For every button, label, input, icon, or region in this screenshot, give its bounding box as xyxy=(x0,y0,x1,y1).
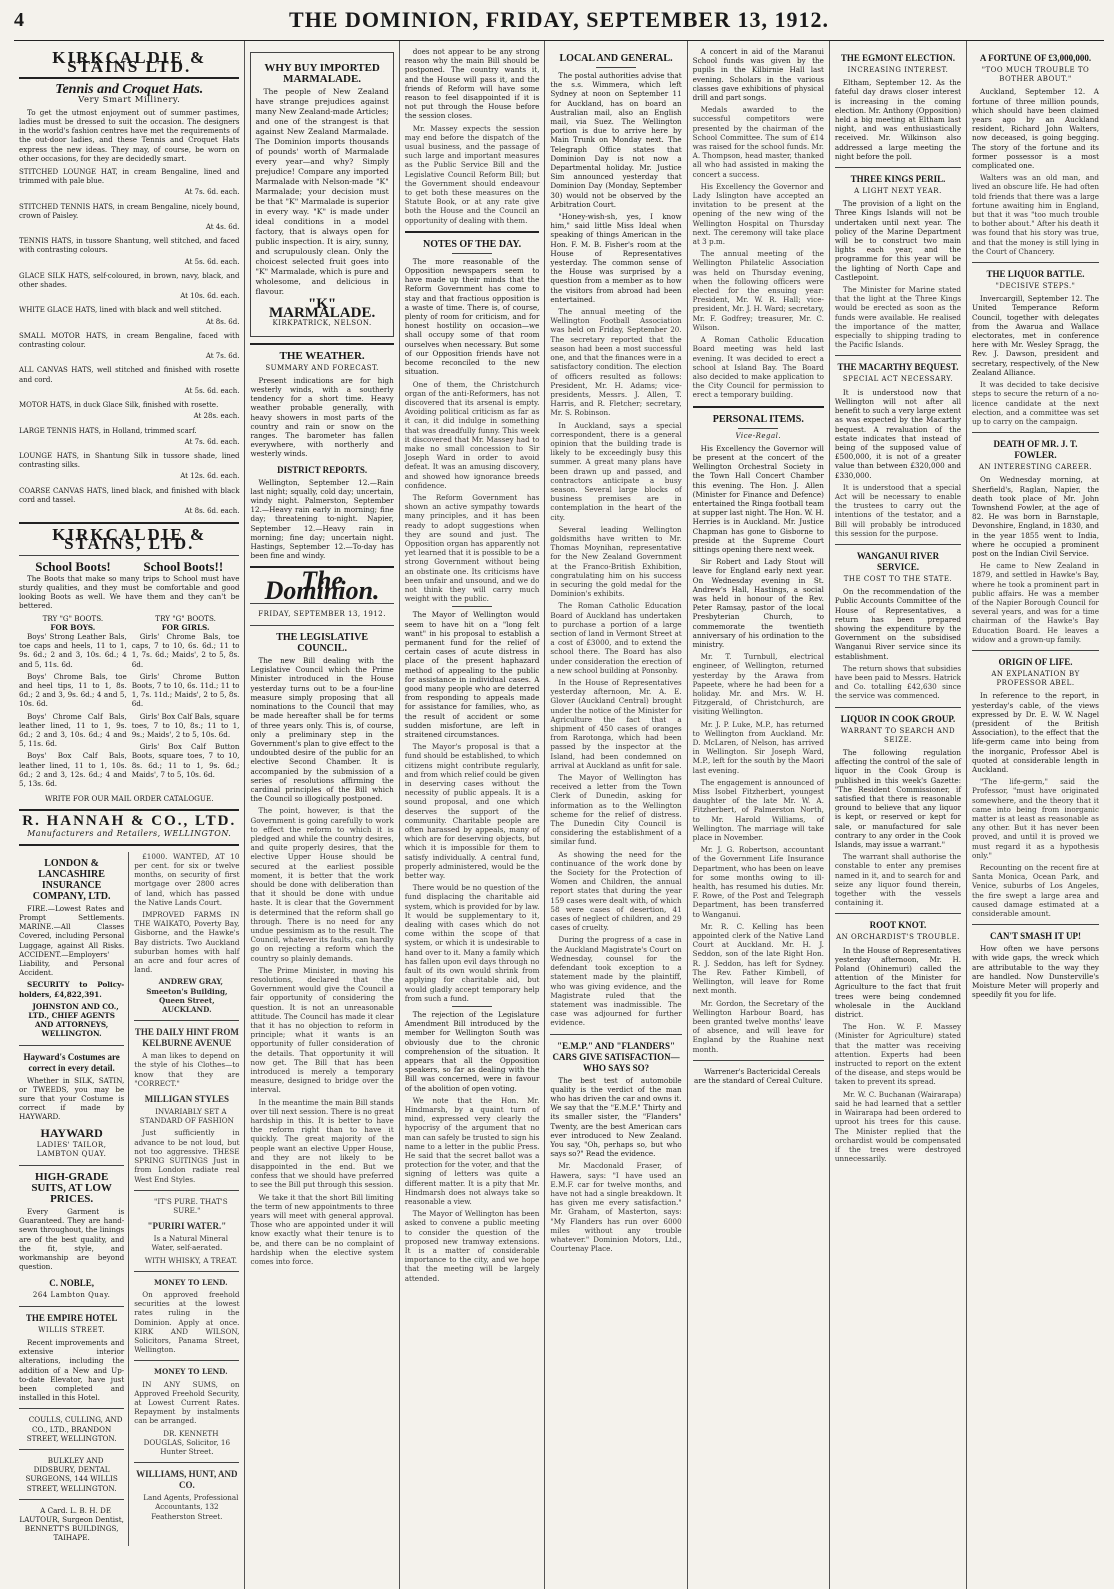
lower-ads: LONDON & LANCASHIRE INSURANCE COMPANY, LTD. FIRE.—Lowest Rates and Prompt Settlements. MARINE.—All Classes Covered, including Personal Luggage, against All Risks. ACCIDENT.—Employers' Liability, and Personal Accident. SECURITY to Policy-holders, £4,822,391. JOHNSTON AND CO., LTD., CHIEF AGENTS AND ATTORNEYS, WELLINGTON. Hayward's Costumes are correct in every detail. Whether in SILK, SATIN, or TWEEDS, you may be sure that your Costume is correct if made by HAYWARD. HAYWARD LADIES' TAILOR, LAMBTON QUAY. HIGH-GRADE SUITS, AT LOW PRICES. Every Garment is Guaranteed. They are hand-sewn throughout, the linings are of the best quality, and the fit, style, and workmanship are beyond question. C. NOBLE, 264 Lambton Quay. THE EMPIRE HOTEL WILLIS STREET. Recent improvements and extensive interior alterations, including the addition of a New and Up-to-date Elevator, have just been completed and installed in this Hotel. COULLS, CULLING, AND CO., LTD., BRANDON STREET, WELLINGTON. BULKLEY AND DIDSBURY, DENTAL SURGEONS, 144 WILLIS STREET, WELLINGTON. A Card. L. B. H. DE LAUTOUR, Surgeon Dentist, BENNETT'S BUILDINGS, TAIHAPE. £1000. WANTED, AT 10 per cent. for six or twelve months, on security of first mortgage over 2800 acres of land, which has passed the Native Lands Court. IMPROVED FARMS IN THE WAIKATO, Poverty Bay, Gisborne, and the Hawke's Bay districts. Two Auckland suburban homes with half an acre and four acres of land. ANDREW GRAY, Smeeton's Building, Queen Street, AUCKLAND. THE DAILY HINT FROM KELBURNE AVENUE A man likes to depend on the style of his Clothes—to know that they are "CORRECT." MILLIGAN STYLES INVARIABLY SET A STANDARD OF FASHION Just sufficiently in advance to be not loud, but not too aggressive. THESE SPRING SUITINGS Just in from London radiate real West End Styles. "IT'S PURE. THAT'S SURE." "PURIRI WATER." Is a Natural Mineral Water, self-aerated. WITH WHISKY, A TREAT. MONEY TO LEND. On approved freehold securities at the lowest rates ruling in the Dominion. Apply at once. KIRK AND WILSON, Solicitors, Panama Street, Wellington. MONEY TO LEND. IN ANY SUMS, on Approved Freehold Security, at Lowest Current Rates. Repayment by instalments can be arranged. DR. KENNETH DOUGLAS, Solicitor, 16 Hunter Street. WILLIAMS, HUNT, AND CO. Land Agents, Professional Accountants, 132 Featherston Street. xyxy=(19,852,239,1546)
order-note: WRITE FOR OUR MAIL ORDER CATALOGUE. xyxy=(44,794,214,804)
hat-price: At 28s. each. xyxy=(193,412,240,421)
column-4: LOCAL AND GENERAL. The postal authorities advise that the s.s. Wimmera, which left Sydney at noon on September 11 for Auckland, has on board an Australian mail, also an English mail, via Suez. The Wellington portion is due to arrive here by Main Trunk on Monday next. The Telegraph Office states that Dominion Day is not now a Departmental holiday. Mr. Justice Sim announced yesterday that Dominion Day (Monday, September 30) would not be observed by the Arbitration Court. "Honey-wish-sh, yes, I know him," said little Miss Ideal when speaking of things American in the Hon. F. M. B. Fisher's room at the House of Representatives yesterday. The common sense of the House was surprised by a question from a member as to how the visitors from abroad had been entertained. The annual meeting of the Wellington Football Association was held on Friday, September 20. The secretary reported that the season had been a most successful one, and that the finances were in a satisfactory condition. The election of officers resulted as follows: President, Mr. H. Adams; vice-presidents, Messrs. J. Allen, T. Harris, and R. Fletcher; secretary, Mr. S. Robinson. In Auckland, says a special correspondent, there is a general opinion that the building trade is likely to be exceedingly busy this summer. A great many plans have been drawn up and passed, and contractors anticipate a busy season. Several large blocks of business premises are in contemplation in the heart of the city. Several leading Wellington goldsmiths have written to Mr. Thomas Moynihan, representative for the New Zealand Government at the Franco-British Exhibition, congratulating him on his success in securing the gold medal for the Dominion's exhibits. The Roman Catholic Education Board of Auckland has undertaken to purchase a portion of a large section of land in Vermont Street at a cost of £3000, and to extend the school there. The Board has also under consideration the erection of a new school building at Ponsonby. In the House of Representatives yesterday afternoon, Mr. A. E. Glover (Auckland Central) brought under the notice of the Minister for Agriculture the fact that a shipment of 450 cases of oranges from Rarotonga, which had been passed by the inspector at the Island, had been condemned on arrival at Auckland as unfit for sale. The Mayor of Wellington has received a letter from the Town Clerk of Dunedin, asking for information as to the Wellington scheme for the relief of distress. The Dunedin City Council is considering the establishment of a similar fund. As showing the need for the continuance of the work done by the Society for the Protection of Women and Children, the annual report states that during the year 159 cases were dealt with, of which 58 were cases of desertion, 41 cases of neglect of children, and 29 cases of cruelty. During the progress of a case in the Auckland Magistrate's Court on Wednesday, counsel for the defendant took exception to a statement made by the plaintiff, who was giving evidence, and the Magistrate ruled that the statement was inadmissible. The case was adjourned for further evidence. "E.M.P." AND "FLANDERS" CARS GIVE SATISFACTION—WHO SAYS SO? The best test of automobile quality is the verdict of the man who has driven the car and owns it. We say that the "E.M.F." Thirty and its smaller sister, the "Flanders" Twenty, are the best American cars ever introduced to New Zealand. You say, "Oh, perhaps so, but who says so?" Read the evidence. Mr. Macdonald Fraser, of Hawera, says: "I have used an E.M.F. car for twelve months, and have not had a single breakdown. It has given me every satisfaction." Mr. Graham, of Masterton, says: "My Flanders has run over 6000 miles without any trouble whatever." Dominion Motors, Ltd., Courtenay Place. xyxy=(545,41,687,1589)
column-5: A concert in aid of the Maranui School funds was given by the pupils in the Kilbirnie Hall last evening. Scholars in the various classes gave exhibitions of physical drill and part songs. Medals awarded to the successful competitors were presented by the chairman of the School Committee. The sum of £14 was raised for the school funds. Mr. A. Thompson, head master, thanked all who had assisted in making the concert a success. His Excellency the Governor and Lady Islington have accepted an invitation to be present at the opening of the new wing of the Wellington Hospital on Thursday next. The ceremony will take place at 3 p.m. The annual meeting of the Wellington Philatelic Association was held on Thursday evening, when the following officers were elected for the ensuing year: President, Mr. W. R. Hall; vice-president, Mr. J. H. Ward; secretary, Mr. F. Godfrey; treasurer, Mr. C. Wilson. A Roman Catholic Education Board meeting was held last evening. It was decided to erect a school at Island Bay. The Board also decided to make application to the City Council for permission to erect a temporary building. PERSONAL ITEMS. Vice-Regal. His Excellency the Governor will be present at the concert of the Wellington Orchestral Society in the Town Hall Concert Chamber this evening. The Hon. J. Allen (Minister for Finance and Defence) entertained the Ringa football team at supper last night. The Hon. W. H. Herries is in Auckland. Mr. Justice Chapman has gone to Gisborne to preside at the Supreme Court sittings opening there next week. Sir Robert and Lady Stout will leave for England early next year. On Wednesday evening in St. Andrew's Hall, Hastings, a social was held in honour of the Rev. Peter Ramsay, pastor of the local Presbyterian Church, to commemorate the twentieth anniversary of his ordination to the ministry. Mr. T. Turnbull, electrical engineer, of Wellington, returned yesterday by the Arawa from Papeete, where he had been for a holiday. Mr. and Mrs. W. H. Fitzgerald, of Christchurch, are visiting Wellington. Mr. J. P. Luke, M.P., has returned to Wellington from Auckland. Mr. D. McLaren, of Nelson, has arrived in Wellington. Sir Joseph Ward, M.P., left for the south by the Maori last evening. The engagement is announced of Miss Isobel Fitzherbert, youngest daughter of the late Mr. W. A. Fitzherbert, of Palmerston North, to Mr. Harold Williams, of Wellington. The marriage will take place in November. Mr. J. G. Robertson, accountant of the Government Life Insurance Department, who has been on leave for some months owing to ill-health, has resumed his duties. Mr. F. Rowe, of the Post and Telegraph Department, has been transferred to Wanganui. Mr. R. C. Kelling has been appointed clerk of the Native Land Court at Auckland. Mr. H. J. Seddon, son of the late Right Hon. R. J. Seddon, has left for Sydney. The Rev. Father Kimbell, of Wellington, will leave for Rome next month. Mr. Gordon, the Secretary of the Wellington Harbour Board, has been granted twelve months' leave of absence, and will leave for England by the Ruahine next month. Warrener's Bactericidal Cereals are the standard of Cereal Culture. xyxy=(688,41,830,1589)
boots-right: School Boots!! xyxy=(143,558,224,574)
boots-heading xyxy=(19,558,239,574)
fortune-sub: "TOO MUCH TROUBLE TO BOTHER ABOUT." xyxy=(981,66,1090,84)
liquor-title: LIQUOR IN COOK GROUP. xyxy=(840,713,956,724)
hayward-body: Whether in SILK, SATIN, or TWEEDS, you may be sure that your Costume is correct if made by HAYWARD. xyxy=(19,1075,125,1122)
fortune-title: A FORTUNE OF £3,000,000. xyxy=(979,53,1092,63)
local-body: The postal authorities advise that the s.s. Wimmera, which left Sydney at noon on September 11 for Auckland, has on board an Australian mail, also an English mail, via Suez. The Wellington portion is due to arrive here by Main Trunk on Monday next. The Telegraph Office states that Dominion Day is not now a Departmental holiday. Mr. Justice Sim announced yesterday that Dominion Day (Monday, September 30) would not be observed by the Arbitration Court. xyxy=(550,71,682,209)
column-advertisements xyxy=(14,41,245,1589)
macarthy-title: THE MACARTHY BEQUEST. xyxy=(837,362,959,373)
council-body: The new Bill dealing with the Legislative Council which the Prime Minister introduced in the House yesterday turns out to be a four-line measure simply proposing that all nominations to the Council that may be made hereafter shall be for terms of three years only. This is, of course, only a preliminary step in the Government's plan to give effect to the undoubted desire of the public for an elective Second Chamber. It is accompanied by the submission of a series of resolutions affirming the cardinal principles of the Bill which the Council so illogically postponed. xyxy=(250,656,394,804)
hat-item: LOUNGE HATS, in Shantung Silk in tussore shade, lined contrasting silks. xyxy=(19,451,240,470)
dental-ad: BULKLEY AND DIDSBURY, DENTAL SURGEONS, 144 WILLIS STREET, WELLINGTON. xyxy=(25,1455,118,1493)
hat-price: At 8s. 6d. each. xyxy=(184,506,240,515)
hat-list xyxy=(19,168,239,516)
warrener-ad: Warrener's Bactericidal Cereals are the standard of Cereal Culture. xyxy=(694,1066,823,1085)
hat-item: TENNIS HATS, in tussore Shantung, well stitched, and faced with contrasting colours. xyxy=(19,237,240,255)
boots-left: School Boots! xyxy=(35,558,111,574)
districts-body: Wellington, September 12.—Rain last night; squally, cold day; uncertain, windy night. Palmerston, September 12.—Heavy rain early in morning; fine day; threatening to-night. Napier, September 12.—Heavy rain in morning; fine day; uncertain night. Hastings, September 12.—To-day has been fine and windy. xyxy=(250,477,394,561)
emp-title: "E.M.P." AND "FLANDERS" CARS GIVE SATISFACTION—WHO SAYS SO? xyxy=(552,1040,680,1073)
columns xyxy=(14,41,1104,1589)
girls-list xyxy=(132,632,240,779)
fowler-body: On Wednesday morning, at Sherfield's, Raglan, Napier, the death took place of Mr. John Townshend Fowler, at the age of 82. He was born in Barnstaple, Devonshire, England, in 1830, and in the year 1855 went to India, where he occupied a prominent post on the Indian Civil Service. xyxy=(972,475,1099,558)
suits-body: Every Garment is Guaranteed. They are hand-sewn throughout, the linings are of the best quality, and the fit, style, and workmanship are beyond question. xyxy=(19,1207,125,1272)
hat-item: WHITE GLACE HATS, lined with black and well stitched. xyxy=(19,306,222,315)
page-number: 4 xyxy=(14,8,24,31)
hat-price: At 7s. 6d. xyxy=(205,352,240,361)
emp-body: The best test of automobile quality is the verdict of the man who has driven the car and owns it. We say that the "E.M.F." Thirty and its smaller sister, the "Flanders" Twenty, are the best American cars ever introduced to New Zealand. You say, "Oh, perhaps so, but who says so?" Read the evidence. xyxy=(550,1075,682,1159)
council-title: THE LEGISLATIVE COUNCIL. xyxy=(276,632,368,655)
girls-item: Girls' Chrome Bals, toe caps, 7 to 10, 6s. 6d.; 11 to 1, 7s. 6d.; Maids', 2 to 5, 8s. 6d. xyxy=(131,631,240,669)
column-6: THE EGMONT ELECTION. INCREASING INTEREST. Eltham, September 12. As the fateful day draws closer interest is increasing in the coming election. Mr. Anthony (Opposition) held a big meeting at Eltham last night, and was enthusiastically received. Mr. Wilkinson also addressed a large meeting the night before the poll. THREE KINGS PERIL. A LIGHT NEXT YEAR. The provision of a light on the Three Kings Islands will not be undertaken until next year. The policy of the Marine Department will be to construct two main lights each year, and the programme for this year will be the lighting of North Cape and Castlepoint. The Minister for Marine stated that the light at the Three Kings would be erected as soon as the funds were available. He realised the importance of the matter, especially to shipping trading to the Pacific Islands. THE MACARTHY BEQUEST. SPECIAL ACT NECESSARY. It is understood now that Wellington will not after all benefit to such a very large extent as was expected by the Macarthy bequest. A revaluation of the estate indicates that instead of being of the supposed value of £500,000, it is not of a greater value than between £320,000 and £330,000. It is understood that a special Act will be necessary to enable the trustees to carry out the intentions of the testator, and a Bill will probably be introduced this session for the purpose. WANGANUI RIVER SERVICE. THE COST TO THE STATE. On the recommendation of the Public Accounts Committee of the House of Representatives, a return has been prepared showing the expenditure by the Government on the subsidised Wanganui River service since its establishment. The return shows that subsidies have been paid to Messrs. Hatrick and Co. totalling £42,630 since the service was commenced. LIQUOR IN COOK GROUP. WARRANT TO SEARCH AND SEIZE. The following regulation affecting the control of the sale of liquor in the Cook Group is published in this week's Gazette: "The Resident Commissioner, if satisfied that there is reasonable ground to believe that any liquor is kept, or reserved or kept for sale, or manufactured for sale contrary to any order in the Cook Islands, may issue a warrant." The warrant shall authorise the constable to enter any premises named in it, and to search for and seize any liquor found therein, together with the vessels containing it. ROOT KNOT. AN ORCHARDIST'S TROUBLE. In the House of Representatives yesterday afternoon, Mr. H. Poland (Ohinemuri) called the attention of the Minister for Agriculture to the fact that fruit trees were being condemned wholesale in the Auckland district. The Hon. W. F. Massey (Minister for Agriculture) stated that the matter was receiving attention. Experts had been instructed to report on the extent of the disease, and steps would be taken to prevent its spread. Mr. W. C. Buchanan (Wairarapa) said he had learned that a settler in Wairarapa had been ordered to uproot his trees for this cause. The Minister replied that the orchardist would be compensated if the trees were destroyed unnecessarily. xyxy=(830,41,967,1589)
noble-addr: 264 Lambton Quay. xyxy=(32,1290,111,1299)
hat-price: At 12s. 6d. each. xyxy=(180,472,240,481)
hayward-name: HAYWARD xyxy=(40,1125,103,1140)
hat-price: At 7s. 6d. each. xyxy=(184,188,240,197)
hat-item: GLACE SILK HATS, self-coloured, in brown, navy, black, and other shades. xyxy=(19,271,240,290)
marmalade-body: The people of New Zealand have strange prejudices against many New Zealand-made Articles; and one of the strangest is that against New Zealand Marmalade. The Dominion imports thousands of pounds' worth of Marmalade every year—and why? Simply prejudice! Compare any imported Marmalade with Nelson-made "K" Marmalade; your decision must be that "K" Marmalade is superior in every way. "K" is made under ideal conditions in a model factory, that is always open for public inspection. It is airy, sunny, and scrupulously clean. Only the choicest selected fruit goes into "K" Marmalade, which is pure and wholesome, and delicious in flavour. xyxy=(255,87,389,296)
hat-price: At 5s. 6d. each. xyxy=(184,386,240,395)
fortune-body: Auckland, September 12. A fortune of three million pounds, which should have been claimed years ago by an Auckland resident, Richard John Walters, now deceased, is going begging. The story of the fortune and its former possessor is a most complicated one. xyxy=(972,87,1099,171)
tennis-sub: Very Smart Millinery. xyxy=(78,94,181,105)
origin-sub: AN EXPLANATION BY PROFESSOR ABEL. xyxy=(991,669,1080,688)
districts-title: DISTRICT REPORTS. xyxy=(277,464,368,475)
hat-item: STITCHED TENNIS HATS, in cream Bengaline, nicely bound, crown of Paisley. xyxy=(19,202,240,220)
girls-item: Girls' Box Calf Button Boots, square toes, 7 to 10, 8s. 6d.; 11 to 1, 9s. 6d.; Maids', 7 to 5, 10s. 6d. xyxy=(131,742,240,779)
ks-title: KIRKCALDIE & STAINS LTD. xyxy=(52,48,207,77)
personal-body: His Excellency the Governor will be present at the concert of the Wellington Orchestral Society in the Town Hall Concert Chamber this evening. The Hon. J. Allen (Minister for Finance and Defence) entertained the Ringa football team at supper last night. The Hon. W. H. Herries is in Auckland. Mr. Justice Chapman has gone to Gisborne to preside at the Supreme Court sittings opening there next week. xyxy=(692,443,824,554)
newspaper-title: THE DOMINION, FRIDAY, SEPTEMBER 13, 1912. xyxy=(289,7,829,32)
wanganui-body: On the recommendation of the Public Accounts Committee of the House of Representatives, a return has been prepared showing the expenditure by the Government on the subsidised Wanganui River service since its establishment. xyxy=(834,587,962,661)
vice-regal: Vice-Regal. xyxy=(735,431,782,440)
masthead xyxy=(14,0,1104,41)
card-ad: A Card. L. B. H. DE LAUTOUR, Surgeon Dentist, BENNETT'S BUILDINGS, TAIHAPE. xyxy=(19,1505,124,1543)
local-body-2: "Honey-wish-sh, yes, I know him," said little Miss Ideal when speaking of things American in the Hon. F. M. B. Fisher's room at the House of Representatives yesterday. The common sense of the House was surprised by a question from a member as to how the visitors from abroad had been entertained. xyxy=(550,212,682,304)
boys-item: Boys' Strong Leather Bals, toe caps and heels, 11 to 1, 9s. 6d.; 2 and 3, 10s. 6d.; 4 and 5, 11s. 6d. xyxy=(19,631,127,669)
hayward-addr: LADIES' TAILOR, LAMBTON QUAY. xyxy=(36,1140,107,1158)
boots-try-2: TRY "G" BOOTS. xyxy=(155,613,216,623)
boots-lists xyxy=(19,614,239,792)
girls-item: Girls' Chrome Button Boots, 7 to 10, 6s. 11d.; 11 to 1, 7s. 11d.; Maids', 2 to 5, 8s. 6d. xyxy=(131,671,240,709)
marmalade-addr: KIRKPATRICK, NELSON. xyxy=(272,319,372,328)
weather-body: Present indications are for high westerly winds, with a southerly tendency for a short time. Heavy weather probable generally, with heavy showers in most parts of the country and rain or snow on the ranges. The barometer has fallen everywhere, with northerly and westerly winds. xyxy=(250,375,394,459)
hat-item: LARGE TENNIS HATS, in Holland, trimmed scarf. xyxy=(19,426,197,435)
insurance-title: LONDON & LANCASHIRE INSURANCE COMPANY, LTD. xyxy=(32,857,111,902)
fowler-title: DEATH OF MR. J. T. FOWLER. xyxy=(993,439,1078,461)
kings-body: The provision of a light on the Three Kings Islands will not be undertaken until next year. The policy of the Marine Department will be to construct two main lights each year, and the programme for this year will be the lighting of North Cape and Castlepoint. xyxy=(834,199,962,282)
boys-item: Boys' Chrome Bals, toe and heel tips, 11 to 1, 8s. 6d.; 2 and 3, 9s. 6d.; 4 and 5, 10s. 6d. xyxy=(19,671,127,709)
root-title: ROOT KNOT. xyxy=(869,920,927,931)
hat-item: MOTOR HATS, in duck Glace Silk, finished with rosette. xyxy=(19,401,219,410)
marmalade-title: WHY BUY IMPORTED MARMALADE. xyxy=(264,62,380,85)
top-body: does not appear to be any strong reason why the main Bill should be postponed. The country wants it, and the House will pass it, and the friends of Reform will have some reason to feel disappointed if it is not put through the House before the session closes. xyxy=(404,47,540,121)
appeal-body: The rejection of the Legislature Amendment Bill introduced by the member for Wellington South was obviously due to the chronic comprehension of the situation. It appears that all the Opposition speakers, so far as dealing with the Bill was concerned, were in favour of the abolition of open voting. xyxy=(404,1009,540,1093)
hat-item: COARSE CANVAS HATS, lined black, and finished with black cord and tassel. xyxy=(19,486,240,504)
origin-title: ORIGIN OF LIFE. xyxy=(998,656,1073,667)
hat-item: STITCHED LOUNGE HAT, in cream Bengaline, lined and trimmed with pale blue. xyxy=(19,168,240,186)
egmont-sub: INCREASING INTEREST. xyxy=(847,66,949,74)
column-7: A FORTUNE OF £3,000,000. "TOO MUCH TROUBLE TO BOTHER ABOUT." Auckland, September 12. A fortune of three million pounds, which should have been claimed years ago by an Auckland resident, Richard John Walters, now deceased, is going begging. The story of the fortune and its former possessor is a most complicated one. Walters was an old man, and lived an obscure life. He had often told friends that there was a large fortune awaiting him in England, but that it was "too much trouble to bother about." After his death it was found that his story was true, and that the money is still lying in the Court of Chancery. THE LIQUOR BATTLE. "DECISIVE STEPS." Invercargill, September 12. The United Temperance Reform Council, together with delegates from the Awarua and Wallace electorates, met in conference here with Mr. Wesley Spragg, the Rev. J. Dawson, president and secretary, respectively, of the New Zealand Alliance. It was decided to take decisive steps to secure the return of a no-licence candidate at the next election, and a committee was set up to carry on the campaign. DEATH OF MR. J. T. FOWLER. AN INTERESTING CAREER. On Wednesday morning, at Sherfield's, Raglan, Napier, the death took place of Mr. John Townshend Fowler, at the age of 82. He was born in Barnstaple, Devonshire, England, in 1830, and in the year 1855 went to India, where he occupied a prominent post on the Indian Civil Service. He came to New Zealand in 1879, and settled in Hawke's Bay, where he took a prominent part in public affairs. He was a member of the Napier Borough Council for several years, and was for a time chairman of the Hawke's Bay Education Board. He leaves a widow and a grown-up family. ORIGIN OF LIFE. AN EXPLANATION BY PROFESSOR ABEL. In reference to the report, in yesterday's cable, of the views expressed by Dr. E. W. W. Nagel (president of the British Association), to the effect that the life-germ came into being from the inorganic, Professor Abel is quoted at considerable length in Auckland. "The life-germ," said the Professor, "must have originated somewhere, and the theory that it came into being from inorganic matter is at least as reasonable as any other. But it has never been proved, and until it is proved we must regard it as a hypothesis only." Recounting on the recent fire at Santa Monica, Ocean Park, and Venice, suburbs of Los Angeles, the fire swept a large area and caused damage estimated at a considerable amount. CAN'T SMASH IT UP! How often we have persons with wide gaps, the wreck which are attributable to the way they are handled. Now Dunsterville's Moisture Meter will properly and speedily fit you for life. xyxy=(972,53,1099,1000)
origin-body: In reference to the report, in yesterday's cable, of the views expressed by Dr. E. W. W. Nagel (president of the British Association), to the effect that the life-germ came into being from the inorganic, Professor Abel is quoted at considerable length in Auckland. xyxy=(972,691,1099,774)
personal-title: PERSONAL ITEMS. xyxy=(712,413,804,425)
boys-item: Boys' Box Calf Bals, leather lined, 11 to 1, 10s. 6d.; 2 and 3, 12s. 6d.; 4 and 5, 13s. 6d. xyxy=(19,751,127,788)
root-sub: AN ORCHARDIST'S TROUBLE. xyxy=(836,933,960,942)
boys-head: FOR BOYS. xyxy=(50,622,96,632)
empire-body: Recent improvements and extensive interior alterations, including the addition of a New and Up-to-date Elevator, have just been completed and installed in this Hotel. xyxy=(19,1337,125,1403)
dominion-date: FRIDAY, SEPTEMBER 13, 1912. xyxy=(258,609,386,618)
hat-price: At 8s. 6d. xyxy=(205,317,240,326)
kings-title: THREE KINGS PERIL. xyxy=(850,174,946,185)
wanganui-title: WANGANUI RIVER SERVICE. xyxy=(856,550,940,572)
girls-item: Girls' Box Calf Bals, square toes, 7 to 10, 8s.; 11 to 1, 9s.; Maids', 2 to 5, 10s. 6d. xyxy=(131,711,240,739)
dominion-title: The Dominion. xyxy=(264,566,380,605)
battle-sub: "DECISIVE STEPS." xyxy=(995,282,1076,291)
hat-item: SMALL MOTOR HATS, in cream Bengaline, faced with contrasting colour. xyxy=(19,331,240,350)
egmont-body: Eltham, September 12. As the fateful day draws closer interest is increasing in the coming election. Mr. Anthony (Opposition) held a big meeting at Eltham last night, and was enthusiastically received. Mr. Wilkinson also addressed a large meeting the night before the poll. xyxy=(834,78,962,161)
boots-try: TRY "G" BOOTS. xyxy=(42,613,104,623)
weather-title: THE WEATHER. xyxy=(279,349,365,362)
coulls-ad: COULLS, CULLING, AND CO., LTD., BRANDON STREET, WELLINGTON. xyxy=(26,1415,123,1443)
hannah-title: R. HANNAH & CO., LTD. xyxy=(22,813,237,830)
insurance-body: FIRE.—Lowest Rates and Prompt Settlements. MARINE.—All Classes Covered, including Personal Luggage, against All Risks. ACCIDENT.—Employers' Liability, and Personal Accident. xyxy=(19,903,125,978)
hayward-title: Hayward's Costumes are correct in every detail. xyxy=(23,1051,120,1073)
boys-list xyxy=(19,632,127,788)
column-2: WHY BUY IMPORTED MARMALADE. The people of New Zealand have strange prejudices against many New Zealand-made Articles; and one of the strangest is that against New Zealand Marmalade. The Dominion imports thousands of pounds' worth of Marmalade every year—and why? Simply prejudice! Compare any imported Marmalade with Nelson-made "K" Marmalade; your decision must be that "K" Marmalade is superior in every way. "K" is made under ideal conditions in a model factory, that is always open for public inspection. It is airy, sunny, and scrupulously clean. Only the choicest selected fruit goes into "K" Marmalade, which is pure and wholesome, and delicious in flavour. "K" MARMALADE. KIRKPATRICK, NELSON. THE WEATHER. SUMMARY AND FORECAST. Present indications are for high westerly winds, with a southerly tendency for a short time. Heavy weather probable generally, with heavy showers in most parts of the country and rain or snow on the ranges. The barometer has fallen everywhere, with northerly and westerly winds. DISTRICT REPORTS. Wellington, September 12.—Rain last night; squally, cold day; uncertain, windy night. Palmerston, September 12.—Heavy rain early in morning; fine day; threatening to-night. Napier, September 12.—Heavy rain in morning; fine day; uncertain night. Hastings, September 12.—To-day has been fine and windy. The Dominion. FRIDAY, SEPTEMBER 13, 1912. THE LEGISLATIVE COUNCIL. The new Bill dealing with the Legislative Council which the Prime Minister introduced in the House yesterday turns out to be a four-line measure simply proposing that all nominations to the Council that may be made hereafter shall be for terms of three years only. This is, of course, only a preliminary step in the Government's plan to give effect to the undoubted desire of the public for an elective Second Chamber. It is accompanied by the submission of a series of resolutions affirming the cardinal principles of the Bill which the Council so illogically postponed. The point, however, is that the Government is going carefully to work to effect the reform to which it is pledged and while the country desires, and quite properly desires, that the elective Upper House should be secured at the earliest possible moment, it is better that the work should be done with deliberation than that it should be done with undue haste. It is clear that the Government is determined that the reform shall go through. There is no need for any undue pessimism as to the result. The Council, whatever its faults, can hardly go on rejecting a reform which the country so plainly demands. The Prime Minister, in moving his resolutions, declared that the Government would give the Council a fair opportunity of considering the question. It is not an unreasonable attitude. The Council has made it clear that it has no objection to reform in principle; what it wants is an opportunity of fuller consideration of the details. That opportunity it will now get. The Bill that has been introduced is merely a temporary measure, designed to bridge over the interval. In the meantime the main Bill stands over till next session. There is no great hardship in this. It is better to have the reform right than to have it quickly. The great majority of the people want an elective Upper House, and they are not likely to be disappointed in the end. But we confess that we should have preferred to see the Bill put through this session. We take it that the short Bill limiting the term of new appointments to three years will meet with general approval. Those who are appointed under it will know exactly what their tenure is to be, and there can be no complaint of hardship when the elective system comes into force. xyxy=(245,41,399,1589)
egmont-title: THE EGMONT ELECTION. xyxy=(840,53,956,63)
liquor-body: The following regulation affecting the control of the sale of liquor in the Cook Group is published in this week's Gazette: "The Resident Commissioner, if satisfied that there is reasonable ground to believe that any liquor is kept, or reserved or kept for sale, or manufactured for sale contrary to any order in the Cook Islands, may issue a warrant." xyxy=(834,747,962,850)
kings-sub: A LIGHT NEXT YEAR. xyxy=(854,187,942,196)
macarthy-body: It is understood now that Wellington will not after all benefit to such a very large extent as was expected by the Macarthy bequest. A revaluation of the estate indicates that instead of being of the supposed value of £500,000, it is not of a greater value than between £320,000 and £330,000. xyxy=(834,387,962,480)
empire-title: THE EMPIRE HOTEL xyxy=(25,1312,118,1323)
notes-body: The more reasonable of the Opposition newspapers seem to have made up their minds that the Reform Government has come to stay and that fractious opposition is a waste of time. There is, of course, plenty of room for criticism, and for honest hostility on occasion—we shall occupy some of that room ourselves when necessary. But some of our Opposition friends have not become reconciled to the new situation. xyxy=(404,256,540,377)
boots-intro: The Boots that make so many trips to School must have sturdy qualities, and they must be comfortable and good looking Boots as well. We have them and they can't be bettered. xyxy=(19,573,240,611)
hat-price: At 7s. 6d. each. xyxy=(184,437,240,446)
personal-body-2: Sir Robert and Lady Stout will leave for England early next year. On Wednesday evening in St. Andrew's Hall, Hastings, a social was held in honour of the Rev. Peter Ramsay, pastor of the local Presbyterian Church, to commemorate the twentieth anniversary of his ordination to the ministry. xyxy=(692,557,824,649)
notes-title: NOTES OF THE DAY. xyxy=(422,238,522,250)
fowler-sub: AN INTERESTING CAREER. xyxy=(979,463,1093,472)
boys-item: Boys' Chrome Calf Bals, leather lined, 11 to 1, 9s. 6d.; 2 and 3, 10s. 6d.; 4 and 5, 11s. 6d. xyxy=(19,711,127,749)
concert-body: A concert in aid of the Maranui School funds was given by the pupils in the Kilbirnie Hall last evening. Scholars in the various classes gave exhibitions of physical drill and part songs. xyxy=(692,47,824,103)
hat-price: At 10s. 6d. each. xyxy=(180,292,240,301)
tennis-intro: To get the utmost enjoyment out of summer pastimes, ladies must be dressed to suit the occasion. The designers in the world's fashion centres have met the requirements of the out-door ladies, and these Tennis and Croquet Hats express the new ideas. They may, of course, be worn on other occasions, for they are decidedly smart. xyxy=(19,107,240,163)
hat-item: ALL CANVAS HATS, well stitched and finished with rosette and cord. xyxy=(19,366,240,384)
liquor-sub: WARRANT TO SEARCH AND SEIZE. xyxy=(840,726,956,744)
cant-body: How often we have persons with wide gaps, the wreck which are attributable to the way they are handled. Now Dunsterville's Moisture Meter will properly and speedily fit you for life. xyxy=(972,944,1099,1000)
mayor-body: The Mayor of Wellington would seem to have hit on a "long felt want" in his proposal to establish a permanent fund for the relief of certain cases of acute distress in place of the present haphazard method of appealing to the public for assistance in individual cases. A good many people who are deterred from responding to appeals made for assistance for families, who, as the result of accident or some sudden misfortune, are left in straitened circumstances. xyxy=(404,610,540,740)
girls-head: FOR GIRLS. xyxy=(161,622,210,632)
cant-title: CAN'T SMASH IT UP! xyxy=(990,931,1081,942)
marmalade-ad xyxy=(250,52,393,337)
tennis-title: Tennis and Croquet Hats. xyxy=(55,82,204,98)
marmalade-brand: "K" MARMALADE. xyxy=(268,296,376,322)
hat-price: At 5s. 6d. each. xyxy=(184,257,240,266)
local-title: LOCAL AND GENERAL. xyxy=(559,53,673,64)
ks-title-2: KIRKCALDIE & STAINS, LTD. xyxy=(52,525,207,554)
column-3: does not appear to be any strong reason why the main Bill should be postponed. The country wants it, and the House will pass it, and the friends of Reform will have some reason to feel disappointed if it is not put through the House before the session closes. Mr. Massey expects the session may end before the dispatch of the usual business, and the passage of such large and important measures as the Public Service Bill and the Legislative Council Reform Bill; but the Government should endeavour to get both these measures on the Statute Book, or at any rate give both the House and the Council an opportunity of dealing with them. NOTES OF THE DAY. The more reasonable of the Opposition newspapers seem to have made up their minds that the Reform Government has come to stay and that fractious opposition is a waste of time. There is, of course, plenty of room for criticism, and for honest hostility on occasion—we shall occupy some of that room ourselves when necessary. But some of our Opposition friends have not become reconciled to the new situation. One of them, the Christchurch organ of the anti-Reformers, has not discovered that its arsenal is empty. Avoiding political criticism as far as it can, it did indulge in something that was dreadfully funny. This week it discovered that Mr. Massey had to make no small concession to Sir Joseph Ward in order to avoid defeat. It was an amusing discovery, and showed how ignorance breeds confidence. The Reform Government has shown an active sympathy towards many principles, and it has been ready to adopt suggestions when they are sound and just. The Opposition organ has apparently not yet learned that it is possible to be a strong Government without being an obstinate one. Its criticisms have been unfair and unsound, and we do not think they will carry much weight with the public. The Mayor of Wellington would seem to have hit on a "long felt want" in his proposal to establish a permanent fund for the relief of certain cases of acute distress in place of the present haphazard method of appealing to the public for assistance in individual cases. A good many people who are deterred from responding to appeals made for assistance for families, who, as the result of accident or some sudden misfortune, are left in straitened circumstances. The Mayor's proposal is that a fund should be established, to which citizens might contribute regularly, and from which relief could be given in deserving cases without the necessity of public appeals. It is a sound proposal, and one which deserves the support of the community. Charitable people are often harassed by appeals, many of which are for deserving objects, but which it is impossible for them to satisfy individually. A central fund, properly administered, would be the better way. There would be no question of the fund displacing the charitable aid system, which is provided for by law. It would be supplementary to it, dealing with cases which do not come within the scope of that system, or which it is undesirable to hand over to it. Many a family which has fallen upon evil days through no fault of its own would shrink from applying for charitable aid, but would gladly accept temporary help from such a fund. The rejection of the Legislature Amendment Bill introduced by the member for Wellington South was obviously due to the chronic comprehension of the situation. It appears that all the Opposition speakers, so far as dealing with the Bill was concerned, were in favour of the abolition of open voting. We note that the Hon. Mr. Hindmarsh, by a quaint turn of mind, expressed very clearly the hypocrisy of the argument that no man can safely be trusted to sign his name to a letter in the public Press. He said that the secret ballot was a protection for the voter, and that the signing of letters was quite a different matter. It is a pity that Mr. Hindmarsh does not always take so reasonable a view. The Mayor of Wellington has been asked to convene a public meeting to consider the question of the proposed new tramway extensions. It is a matter of considerable importance to the city, and we hope that the meeting will be largely attended. xyxy=(400,41,546,1589)
weather-sub: SUMMARY AND FORECAST. xyxy=(265,363,379,372)
hat-price: At 4s. 6d. xyxy=(205,223,240,232)
noble-name: C. NOBLE, xyxy=(49,1277,94,1288)
insurance-agents: JOHNSTON AND CO., LTD., CHIEF AGENTS AND ATTORNEYS, WELLINGTON. xyxy=(28,1001,119,1039)
suits-title: HIGH-GRADE SUITS, AT LOW PRICES. xyxy=(31,1171,112,1206)
insurance-security: SECURITY to Policy-holders, £4,822,391. xyxy=(19,980,125,999)
battle-body: Invercargill, September 12. The United Temperance Reform Council, together with delegates from the Awarua and Wallace electorates, met in conference here with Mr. Wesley Spragg, the Rev. J. Dawson, president and secretary, respectively, of the New Zealand Alliance. xyxy=(972,294,1099,377)
battle-title: THE LIQUOR BATTLE. xyxy=(986,269,1085,280)
empire-addr: WILLIS STREET. xyxy=(38,1325,106,1334)
root-body: In the House of Representatives yesterday afternoon, Mr. H. Poland (Ohinemuri) called the attention of the Minister for Agriculture to the fact that fruit trees were being condemned wholesale in the Auckland district. xyxy=(834,945,962,1020)
hannah-sub: Manufacturers and Retailers, WELLINGTON. xyxy=(27,828,232,838)
wanganui-sub: THE COST TO THE STATE. xyxy=(843,574,953,583)
macarthy-sub: SPECIAL ACT NECESSARY. xyxy=(842,375,954,384)
